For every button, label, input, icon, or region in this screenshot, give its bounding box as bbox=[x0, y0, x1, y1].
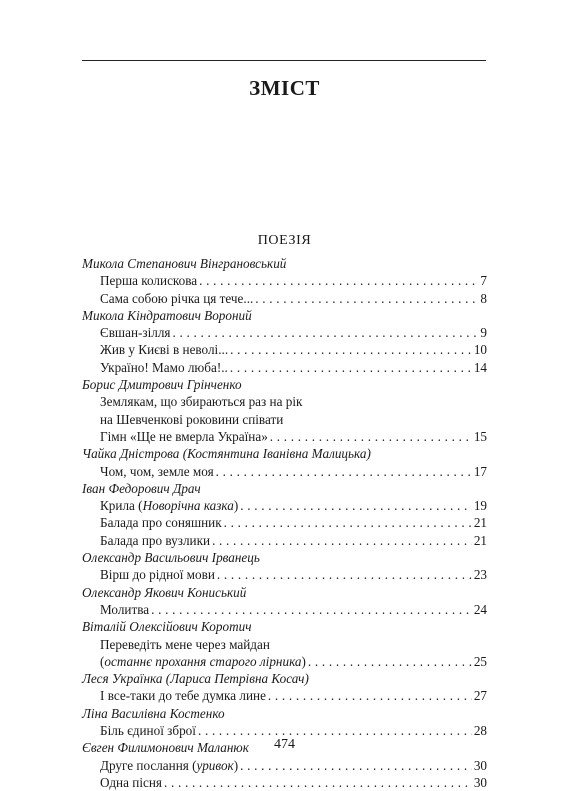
page-number: 474 bbox=[274, 737, 295, 752]
toc-entry-line: на Шевченкові роковини співати bbox=[100, 411, 284, 427]
toc-entry-text: Крила ( bbox=[100, 498, 143, 514]
toc-page-number: 7 bbox=[480, 273, 487, 289]
dot-leader bbox=[240, 497, 472, 514]
toc-page-number: 25 bbox=[473, 653, 487, 669]
toc-entry-text: Перша колискова bbox=[100, 273, 198, 289]
toc-page-number: 30 bbox=[473, 757, 487, 773]
toc-entry[interactable] bbox=[82, 601, 487, 618]
toc-author: Леся Українка (Лариса Петрівна Косач) bbox=[82, 671, 309, 687]
toc-entry-text: Молитва bbox=[100, 601, 150, 617]
toc-author: Олександр Якович Кониський bbox=[82, 584, 247, 600]
toc-page-number: 30 bbox=[473, 774, 487, 790]
toc-page-number: 21 bbox=[473, 532, 487, 548]
toc-entry-text: Жив у Києві в неволі... bbox=[100, 342, 229, 358]
toc-entry-title bbox=[100, 272, 197, 289]
page-title: ЗМІСТ bbox=[249, 76, 320, 100]
toc-entry-text: ) bbox=[233, 757, 239, 773]
toc-author: Віталій Олексійович Коротич bbox=[82, 619, 252, 635]
toc-author: Борис Дмитрович Грінченко bbox=[82, 377, 242, 393]
dot-leader bbox=[240, 757, 472, 774]
toc-entry-title bbox=[100, 532, 210, 549]
toc-entry-title bbox=[100, 757, 238, 774]
toc-page-number: 23 bbox=[473, 567, 487, 583]
dot-leader bbox=[230, 341, 472, 358]
table-of-contents bbox=[82, 255, 487, 791]
toc-entry[interactable] bbox=[82, 653, 487, 670]
toc-entry-title bbox=[100, 601, 149, 618]
toc-page-number: 27 bbox=[473, 688, 487, 704]
dot-leader bbox=[151, 601, 472, 618]
toc-page-number: 21 bbox=[473, 515, 487, 531]
toc-entry[interactable] bbox=[82, 272, 487, 289]
toc-author: Чайка Дністрова (Костянтина Іванівна Малицька) bbox=[82, 446, 371, 462]
toc-entry-title bbox=[100, 290, 253, 307]
toc-entry-title bbox=[100, 514, 222, 531]
toc-entry-line: Переведіть мене через майдан bbox=[100, 636, 270, 652]
dot-leader bbox=[270, 428, 472, 445]
toc-entry[interactable] bbox=[82, 428, 487, 445]
toc-entry-text: Гімн «Ще не вмерла Україна» bbox=[100, 428, 268, 444]
dot-leader bbox=[217, 566, 472, 583]
dot-leader bbox=[212, 532, 472, 549]
toc-entry-line: Землякам, що збираються раз на рік bbox=[100, 394, 303, 410]
dot-leader bbox=[230, 359, 472, 376]
toc-entry[interactable] bbox=[82, 290, 487, 307]
toc-entry[interactable] bbox=[82, 532, 487, 549]
toc-page-number: 28 bbox=[473, 723, 487, 739]
toc-entry-text: Україно! Мамо люба!.. bbox=[100, 359, 228, 375]
toc-entry[interactable] bbox=[82, 324, 487, 341]
toc-entry-text: І все-таки до тебе думка лине bbox=[100, 688, 266, 704]
toc-page-number: 19 bbox=[473, 498, 487, 514]
toc-entry[interactable] bbox=[82, 463, 487, 480]
toc-author: Олександр Васильович Ірванець bbox=[82, 550, 260, 566]
toc-entry-text: Вірш до рідної мови bbox=[100, 567, 215, 583]
toc-entry-title bbox=[100, 359, 228, 376]
toc-entry-title bbox=[100, 653, 306, 670]
toc-entry-title bbox=[100, 497, 238, 514]
top-rule bbox=[82, 60, 486, 61]
dot-leader bbox=[216, 463, 472, 480]
toc-page-number: 8 bbox=[480, 290, 487, 306]
toc-entry[interactable] bbox=[82, 687, 487, 704]
toc-entry-subtitle: останнє прохання старого лірника bbox=[104, 653, 302, 669]
dot-leader bbox=[173, 324, 479, 341]
dot-leader bbox=[224, 514, 472, 531]
toc-entry-title bbox=[100, 687, 266, 704]
toc-entry-title bbox=[100, 324, 171, 341]
toc-author: Микола Степанович Вінграновський bbox=[82, 256, 287, 271]
toc-page-number: 15 bbox=[473, 428, 487, 444]
toc-entry-text: Сама собою річка ця тече... bbox=[100, 290, 254, 306]
dot-leader bbox=[255, 290, 478, 307]
toc-entry[interactable] bbox=[82, 757, 487, 774]
toc-entry-title bbox=[100, 428, 268, 445]
toc-entry-title bbox=[100, 774, 162, 791]
toc-entry[interactable] bbox=[82, 514, 487, 531]
toc-page-number: 9 bbox=[480, 325, 487, 341]
toc-entry-text: Євшан-зілля bbox=[100, 325, 171, 341]
dot-leader bbox=[268, 687, 472, 704]
toc-entry[interactable] bbox=[82, 566, 487, 583]
toc-entry-title bbox=[100, 463, 214, 480]
toc-author: Іван Федорович Драч bbox=[82, 480, 201, 496]
toc-page-number: 24 bbox=[473, 601, 487, 617]
dot-leader bbox=[164, 774, 472, 791]
dot-leader bbox=[308, 653, 472, 670]
toc-entry-subtitle: уривок bbox=[196, 757, 234, 773]
toc-author: Микола Кіндратович Вороний bbox=[82, 307, 252, 323]
toc-entry-title bbox=[100, 566, 215, 583]
toc-page-number: 10 bbox=[473, 342, 487, 358]
toc-entry-text: ) bbox=[301, 653, 306, 669]
toc-entry[interactable] bbox=[82, 341, 487, 358]
section-title: ПОЕЗІЯ bbox=[257, 233, 312, 248]
toc-entry-subtitle: Новорічна казка bbox=[142, 498, 234, 514]
toc-entry-text: Одна пісня bbox=[100, 774, 162, 790]
toc-entry[interactable] bbox=[82, 359, 487, 376]
toc-page-number: 14 bbox=[473, 359, 487, 375]
dot-leader bbox=[199, 272, 478, 289]
toc-author: Євген Филимонович Маланюк bbox=[82, 740, 249, 756]
toc-entry-text: ( bbox=[100, 653, 105, 669]
toc-entry-text: Балада про соняшник bbox=[100, 515, 222, 531]
toc-entry-text: Балада про вузлики bbox=[100, 532, 211, 548]
toc-entry-title bbox=[100, 341, 228, 358]
toc-entry-text: Біль єдиної зброї bbox=[100, 723, 196, 739]
toc-entry[interactable] bbox=[82, 774, 487, 791]
toc-entry-text: Друге послання ( bbox=[100, 757, 197, 773]
toc-author: Ліна Василівна Костенко bbox=[82, 705, 225, 721]
toc-entry[interactable] bbox=[82, 497, 487, 514]
toc-page-number: 17 bbox=[473, 463, 487, 479]
toc-entry-text: Чом, чом, земле моя bbox=[100, 463, 214, 479]
toc-entry-text: ) bbox=[233, 498, 239, 514]
